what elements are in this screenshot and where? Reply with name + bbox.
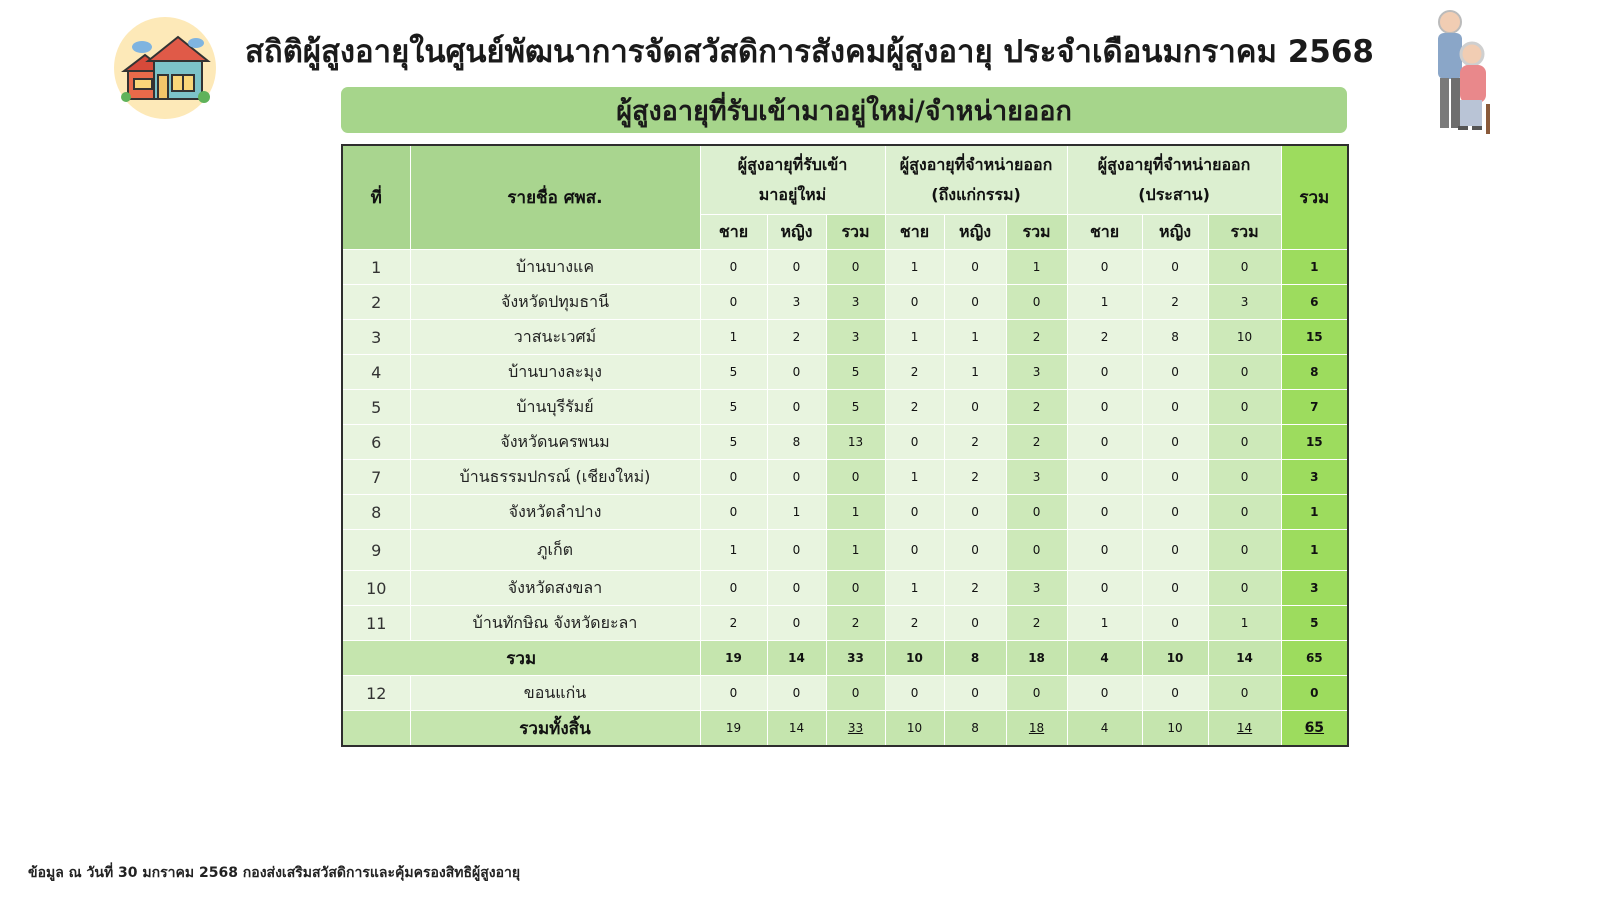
table-cell: 0 [826,460,885,495]
header-name: รายชื่อ ศพส. [410,145,700,250]
table-cell: 1 [700,320,767,355]
row-total-cell: 1 [1281,530,1348,571]
row-number: 6 [342,425,410,460]
table-cell: 2 [1006,390,1067,425]
table-cell: 0 [944,250,1006,285]
table-cell: 0 [1142,425,1208,460]
table-cell: 0 [1067,250,1142,285]
table-cell: 3 [1208,285,1281,320]
row-total-cell: 65 [1281,641,1348,676]
table-cell: 0 [944,676,1006,711]
table-cell: 0 [767,530,826,571]
table-cell: 0 [826,250,885,285]
header-female: หญิง [1142,215,1208,250]
table-cell: 10 [1208,320,1281,355]
table-cell: 1 [826,495,885,530]
table-cell: 2 [1006,425,1067,460]
table-cell: 13 [826,425,885,460]
table-row [342,355,1348,390]
center-name: ขอนแก่น [410,676,700,711]
table-cell: 2 [944,571,1006,606]
row-number: 9 [342,530,410,571]
table-cell: 0 [1067,460,1142,495]
table-cell: 0 [1142,606,1208,641]
table-cell: 0 [1006,495,1067,530]
table-cell: 0 [1067,530,1142,571]
empty-cell [342,711,410,747]
table-cell: 0 [700,676,767,711]
table-cell: 18 [1006,641,1067,676]
table-cell: 4 [1067,641,1142,676]
header-female: หญิง [767,215,826,250]
footer-note: ข้อมูล ณ วันที่ 30 มกราคม 2568 กองส่งเสริมสวัสดิการและคุ้มครองสิทธิผู้สูงอายุ [28,865,521,881]
table-cell: 5 [700,425,767,460]
table-cell: 0 [767,676,826,711]
table-cell: 8 [767,425,826,460]
row-total-cell: 15 [1281,320,1348,355]
table-cell: 1 [1006,250,1067,285]
table-cell: 3 [826,285,885,320]
house-icon [114,17,216,119]
row-total-cell: 5 [1281,606,1348,641]
header-group-new [700,145,885,215]
center-name: บ้านทักษิณ จังหวัดยะลา [410,606,700,641]
table-cell: 0 [767,250,826,285]
row-number: 8 [342,495,410,530]
table-cell: 10 [885,641,944,676]
table-cell: 4 [1067,711,1142,747]
table-cell: 33 [826,641,885,676]
row-number: 1 [342,250,410,285]
table-row [342,425,1348,460]
table-cell: 5 [700,390,767,425]
table-cell: 2 [1006,606,1067,641]
grand-total-label: รวมทั้งสิ้น [410,711,700,747]
table-cell: 0 [885,285,944,320]
table-cell: 19 [700,711,767,747]
table-cell: 1 [885,460,944,495]
center-name: จังหวัดลำปาง [410,495,700,530]
table-cell: 1 [1067,285,1142,320]
table-cell: 0 [1208,676,1281,711]
row-total-cell: 6 [1281,285,1348,320]
table-cell: 2 [885,355,944,390]
table-row [342,530,1348,571]
table-cell: 0 [826,571,885,606]
header-grand-total: รวม [1281,145,1348,250]
table-cell: 0 [1142,571,1208,606]
center-name: วาสนะเวศม์ [410,320,700,355]
table-cell: 14 [1208,641,1281,676]
table-cell: 2 [826,606,885,641]
table-cell: 0 [700,571,767,606]
center-name: บ้านบางแค [410,250,700,285]
table-cell: 0 [767,355,826,390]
table-cell: 1 [885,320,944,355]
table-cell: 0 [1006,285,1067,320]
table-row [342,606,1348,641]
table-cell: 0 [700,460,767,495]
table-cell: 0 [885,530,944,571]
header-group-transfer-line2: (ประสาน) [1138,185,1210,204]
table-row [342,250,1348,285]
table-cell: 0 [1142,676,1208,711]
center-name: จังหวัดนครพนม [410,425,700,460]
row-number: 10 [342,571,410,606]
center-name: ภูเก็ต [410,530,700,571]
header-group-deceased-line1: ผู้สูงอายุที่จำหน่ายออก [899,155,1053,174]
table-cell: 3 [767,285,826,320]
table-cell: 2 [767,320,826,355]
header-group-new-line2: มาอยู่ใหม่ [758,185,827,204]
table-cell: 0 [885,676,944,711]
table-cell: 2 [1067,320,1142,355]
center-name: บ้านบุรีรัมย์ [410,390,700,425]
table-cell: 0 [767,606,826,641]
table-cell: 0 [767,571,826,606]
table-cell: 0 [944,495,1006,530]
header-no: ที่ [342,145,410,250]
table-cell: 10 [1142,711,1208,747]
table-cell: 1 [885,571,944,606]
table-cell: 0 [1208,495,1281,530]
table-cell: 0 [767,390,826,425]
table-cell: 1 [700,530,767,571]
center-name: บ้านธรรมปกรณ์ (เชียงใหม่) [410,460,700,495]
table-cell: 1 [944,320,1006,355]
table-cell: 0 [1142,390,1208,425]
table-cell: 0 [944,285,1006,320]
header-group-deceased-line2: (ถึงแก่กรรม) [931,185,1021,204]
header-group-transfer [1067,145,1281,215]
table-cell: 8 [944,711,1006,747]
table-cell: 0 [1208,250,1281,285]
header-female: หญิง [944,215,1006,250]
table-cell: 0 [1067,425,1142,460]
table-cell: 0 [1142,530,1208,571]
table-cell: 5 [826,355,885,390]
table-cell: 3 [1006,571,1067,606]
table-cell: 8 [1142,320,1208,355]
table-cell: 0 [944,390,1006,425]
table-cell: 14 [767,641,826,676]
table-cell: 2 [885,606,944,641]
subtotal-label: รวม [342,641,700,676]
table-row [342,676,1348,711]
table-cell: 0 [1142,495,1208,530]
row-total-cell: 1 [1281,250,1348,285]
center-name: จังหวัดสงขลา [410,571,700,606]
header-sum: รวม [1208,215,1281,250]
table-cell: 0 [885,495,944,530]
table-cell: 0 [1208,530,1281,571]
table-cell: 1 [944,355,1006,390]
table-cell: 0 [700,285,767,320]
table-cell: 0 [885,425,944,460]
table-cell: 2 [885,390,944,425]
row-total-cell: 65 [1281,711,1348,747]
header-sum: รวม [1006,215,1067,250]
section-banner-text: ผู้สูงอายุที่รับเข้ามาอยู่ใหม่/จำหน่ายออก [616,95,1072,127]
subtotal-row [342,641,1348,676]
table-cell: 0 [1208,355,1281,390]
header-male: ชาย [700,215,767,250]
page-title: สถิติผู้สูงอายุในศูนย์พัฒนาการจัดสวัสดิการสังคมผู้สูงอายุ ประจำเดือนมกราคม 2568 [245,34,1374,70]
table-cell: 0 [1067,355,1142,390]
table-cell: 5 [826,390,885,425]
row-number: 11 [342,606,410,641]
header-sum: รวม [826,215,885,250]
table-cell: 0 [826,676,885,711]
table-cell: 8 [944,641,1006,676]
table-cell: 0 [944,530,1006,571]
table-cell: 33 [826,711,885,747]
table-cell: 0 [1067,571,1142,606]
center-name: จังหวัดปทุมธานี [410,285,700,320]
statistics-table [341,144,1349,747]
section-banner [341,87,1347,133]
table-cell: 2 [1006,320,1067,355]
table-cell: 1 [826,530,885,571]
grand-total-row [342,711,1348,747]
header-group-transfer-line1: ผู้สูงอายุที่จำหน่ายออก [1097,155,1251,174]
center-name: บ้านบางละมุง [410,355,700,390]
row-total-cell: 1 [1281,495,1348,530]
table-body [342,250,1348,747]
header-group-new-line1: ผู้สูงอายุที่รับเข้า [737,155,848,174]
table-cell: 5 [700,355,767,390]
table-cell: 14 [767,711,826,747]
table-cell: 18 [1006,711,1067,747]
table-cell: 14 [1208,711,1281,747]
table-cell: 0 [1142,355,1208,390]
table-cell: 3 [826,320,885,355]
row-number: 2 [342,285,410,320]
table-cell: 0 [944,606,1006,641]
table-cell: 1 [767,495,826,530]
table-cell: 0 [1006,530,1067,571]
table-cell: 1 [1067,606,1142,641]
table-cell: 2 [1142,285,1208,320]
table-cell: 0 [1208,460,1281,495]
table-row [342,571,1348,606]
row-number: 3 [342,320,410,355]
header-male: ชาย [885,215,944,250]
row-total-cell: 3 [1281,571,1348,606]
table-cell: 0 [1067,676,1142,711]
table-cell: 0 [1067,390,1142,425]
row-total-cell: 7 [1281,390,1348,425]
table-row [342,285,1348,320]
table-cell: 2 [944,425,1006,460]
table-cell: 1 [885,250,944,285]
table-cell: 2 [944,460,1006,495]
header-group-deceased [885,145,1067,215]
table-cell: 3 [1006,460,1067,495]
table-row [342,320,1348,355]
row-number: 12 [342,676,410,711]
table-cell: 2 [700,606,767,641]
table-cell: 0 [1006,676,1067,711]
table-cell: 19 [700,641,767,676]
row-number: 4 [342,355,410,390]
elderly-couple-icon [1430,8,1496,140]
table-cell: 0 [767,460,826,495]
table-cell: 10 [885,711,944,747]
table-cell: 10 [1142,641,1208,676]
table-cell: 3 [1006,355,1067,390]
table-row [342,460,1348,495]
row-total-cell: 15 [1281,425,1348,460]
table-cell: 0 [1208,390,1281,425]
table-cell: 0 [1208,425,1281,460]
table-cell: 0 [1208,571,1281,606]
table-cell: 0 [700,495,767,530]
row-number: 5 [342,390,410,425]
header-male: ชาย [1067,215,1142,250]
table-cell: 0 [1067,495,1142,530]
row-total-cell: 8 [1281,355,1348,390]
table-row [342,495,1348,530]
row-number: 7 [342,460,410,495]
table-cell: 0 [700,250,767,285]
row-total-cell: 0 [1281,676,1348,711]
table-row [342,390,1348,425]
table-cell: 0 [1142,460,1208,495]
table-cell: 1 [1208,606,1281,641]
row-total-cell: 3 [1281,460,1348,495]
table-cell: 0 [1142,250,1208,285]
